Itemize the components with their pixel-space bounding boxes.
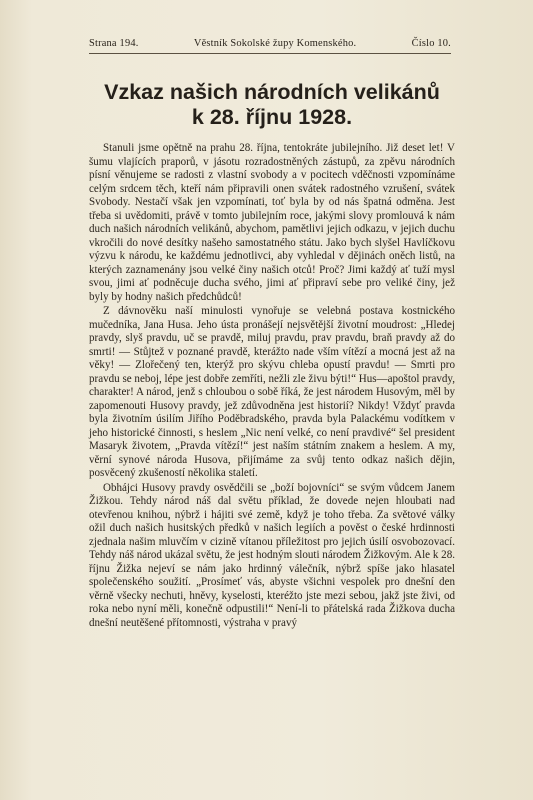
journal-title: Věstník Sokolské župy Komenského. — [193, 38, 357, 49]
article-body — [89, 142, 455, 630]
paragraph: Stanuli jsme opětně na prahu 28. října, tentokráte jubilejního. Již deset let! V šumu vlajících praporů, v jásotu rozradostněných zástupů, za zpěvu národních písní věnujeme se radosti z vlastní svobody a v pocitech vděčnosti vzpomínáme celým srdcem těch, kteří nám připravili onen svátek radostného vzrušení, svátek Svobody. Nestačí však jen vzpomínati, toť byla by od nás špatná odměna. Jest třeba si uvědomiti, právě v tomto jubilejním roce, jakými slovy promlouvá k nám duch našich národních velikánů, abychom, pamětlivi jejich odkazu, v jejich duchu vkročili do nové desítky našeho samostatného státu. Jako bych slyšel Havlíčkovu výzvu k národu, ke každému jednotlivci, aby vyhledal v dějinách oněch listů, na kterých zaznamenány jsou velké činy našich otců! Proč? Jimi každý ať tuží mysl svou, jimi ať podněcuje ducha svého, jimi ať připraví sebe pro veliké činy, jež byly by hodny našich předchůdců! — [89, 142, 455, 303]
paragraph: Obhájci Husovy pravdy osvědčili se „boží bojovníci“ se svým vůdcem Janem Žižkou. Tehdy národ náš dal světu příklad, že dovede nejen hloubati nad otevřenou knihou, nýbrž i hájiti své země, když je toho třeba. Za světové války ožil duch našich husitských předků v našich legiích a pověst o české hrdinnosti zjednala našim mluvčím v cizině vítanou příležitost pro jejich úsilí osvobozovací. Tehdy náš národ ukázal světu, že jest hodným slouti národem Žižkovým. Ale k 28. říjnu Žižka nejeví se nám jako hrdinný válečník, nýbrž spíše jako hlasatel společenského soužití. „Prosímeť vás, abyste všichni vespolek pro dnešní den věrně všecky nechuti, hněvy, kyselosti, kteréžto jste mezi sebou, jakž jste živi, od roka nebo nyní měli, konečně odpustili!“ Není-li to přátelská rada Žižkova ducha dnešní neutěšené přítomnosti, výstraha v pravý — [89, 481, 455, 629]
article-title-line-1: Vzkaz našich národních velikánů — [104, 80, 440, 104]
article-title — [89, 80, 455, 130]
running-head — [89, 38, 451, 54]
issue-number: Číslo 10. — [411, 38, 451, 49]
page-number: Strana 194. — [89, 38, 139, 49]
article-title-line-2: k 28. říjnu 1928. — [191, 105, 353, 129]
paragraph: Z dávnověku naší minulosti vynořuje se velebná postava kostnického mučedníka, Jana Husa. Jeho ústa pronášejí nejsvětější životní moudrost: „Hledej pravdy, slyš pravdu, uč se pravdě, miluj pravdu, prav pravdu, braň pravdy až do smrti! — Stůjtež v poznané pravdě, kterážto nade vším vítězí a mocná jest až na věky! — Zlořečený ten, kterýž pro skývu chleba opustí pravdu! — Smrti pro pravdu se neboj, lépe jest dobře zemříti, nežli zle živu býti!“ Hus—apoštol pravdy, charakter! A národ, jenž s chloubou o sobě říká, že jest národem Husovým, měl by zapomenouti Husovy pravdy, jež zdůvodněna jest historií? Nikdy! Vždyť pravda byla životním úsilím Jiřího Poděbradského, pravda byla Palackému vodítkem v jeho historické činnosti, s heslem „Nic není velké, co není pravdivé“ šel president Masaryk životem, „Pravda vítězí!“ jest naším státním znakem a heslem. A my, věrní synové národa Husova, přijímáme za svůj tento odkaz našich dějin, posvěcený zkušeností několika staletí. — [89, 305, 455, 479]
